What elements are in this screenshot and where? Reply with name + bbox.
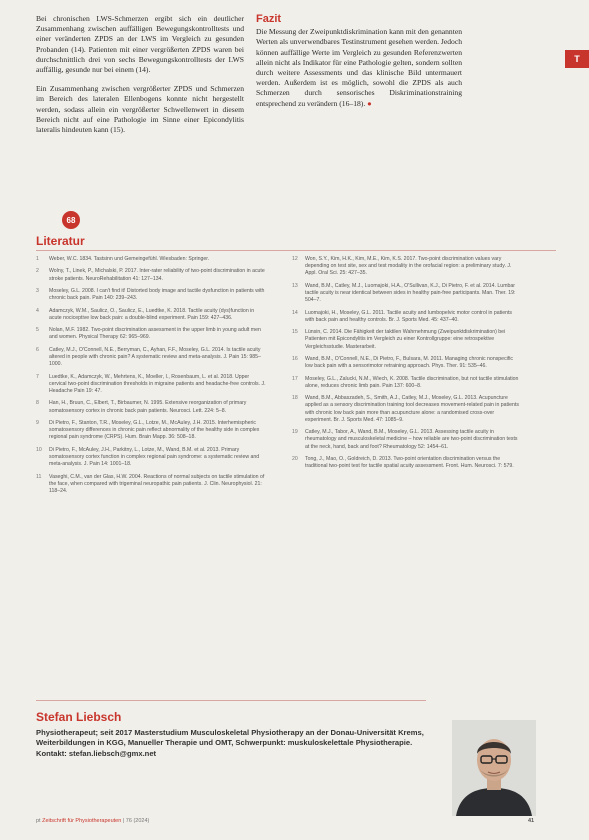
reference-item	[292, 356, 522, 370]
reference-item	[36, 308, 268, 322]
end-mark-icon: ●	[367, 98, 372, 108]
reference-number: 5	[36, 327, 39, 334]
body-paragraph: Ein Zusammenhang zwischen vergrößerter ZPDS und Schmerzen im Bereich des lateralen Ellenbogens konnte nicht hergestellt werden, sodass allein ein vergrößerter Schwellenwert in diesem Bereich nicht auf eine Pathologie im Sinne einer Epicondylitis lateralis hindeuten kann (15).	[36, 84, 244, 135]
literature-badge-icon: 68	[62, 211, 80, 229]
author-portrait-icon	[452, 720, 536, 816]
reference-number: 8	[36, 400, 39, 407]
reference-number: 18	[292, 395, 298, 402]
reference-number: 9	[36, 419, 39, 426]
reference-item	[36, 447, 268, 469]
reference-text: Luedtke, K., Adamczyk, W., Mehrtens, K., Moeller, I., Rosenbaum, L. et al. 2018. Upper cervical two-point discrimination thresholds in migraine patients and headache-free controls. J. Headache Pain 19: 47.	[49, 373, 266, 394]
reference-text: Di Pietro, F., McAuley, J.H., Parkitny, L., Lotze, M., Wand, B.M. et al. 2013. Primary somatosensory cortex function in complex regional pain syndrome: a systematic review and meta-analysis. J. Pain 14: 1001–18.	[49, 446, 260, 468]
reference-item	[36, 288, 268, 302]
section-tab: T	[565, 50, 589, 68]
reference-item	[292, 376, 522, 390]
reference-number: 14	[292, 309, 298, 316]
reference-text: Won, S.Y., Kim, H.K., Kim, M.E., Kim, K.S. 2017. Two-point discrimination values vary depending on test site, sex and test modality in the orofacial region: a preliminary study. J. Appl. Oral Sci. 25: 427–35.	[305, 256, 512, 277]
reference-item	[36, 327, 268, 341]
fazit-heading: Fazit	[256, 13, 282, 25]
reference-item	[292, 310, 522, 324]
reference-number: 17	[292, 375, 298, 382]
reference-number: 19	[292, 429, 298, 436]
reference-text: Wand, B.M., Abbaszadeh, S., Smith, A.J., Catley, M.J., Moseley, G.L. 2013. Acupuncture applied as a sensory discrimination training tool decreases movement-related pain in patients with chronic low back pain more than acupuncture alone: a randomised cross-over experiment. Br. J. Sports Med. 47: 1085–9.	[305, 395, 519, 423]
reference-number: 3	[36, 287, 39, 294]
divider	[36, 700, 426, 701]
footer-brand: Zeitschrift für Physiotherapeuten	[42, 818, 122, 824]
reference-list-right	[292, 256, 522, 476]
reference-number: 11	[36, 473, 42, 480]
page-number: 41	[528, 818, 535, 824]
reference-item	[292, 395, 522, 424]
footer-left	[36, 818, 149, 824]
reference-text: Moseley, G.L. 2008. I can't find it! Distorted body image and tactile dysfunction in patients with chronic back pain. Pain 140: 239–243.	[49, 287, 265, 302]
reference-text: Weber, W.C. 1834. Tastsinn und Gemeingefühl. Wiesbaden: Springer.	[49, 256, 210, 262]
reference-text: Catley, M.J., Tabor, A., Wand, B.M., Moseley, G.L. 2013. Assessing tactile acuity in rheumatology and musculoskeletal medicine – how reliable are two-point discrimination tests at the neck, hand, back and foot? Rheumatology 52: 1454–61.	[305, 429, 518, 450]
reference-item	[36, 268, 268, 282]
reference-text: Wand, B.M., Catley, M.J., Luomajoki, H.A., O'Sullivan, K.J., Di Pietro, F. et al. 2014. Lumbar tactile acuity is near identical between sides in healthy pain-free participants. Man. Ther. 19: 504–7.	[305, 282, 516, 304]
reference-number: 13	[292, 282, 298, 289]
reference-text: Luomajoki, H., Moseley, G.L. 2011. Tactile acuity and lumbopelvic motor control in patients with back pain and healthy controls. Br. J. Sports Med. 45: 437–40.	[305, 309, 513, 323]
reference-item	[36, 474, 268, 496]
reference-number: 1	[36, 256, 39, 262]
reference-text: Tong, J., Mao, O., Goldreich, D. 2013. Two-point orientation discrimination versus the traditional two-point test for tactile spatial acuity assessment. Front. Hum. Neurosci. 7: 579.	[305, 455, 514, 470]
reference-item	[292, 256, 522, 278]
reference-item	[292, 456, 522, 470]
reference-item	[292, 283, 522, 305]
footer-page-label: pt	[36, 818, 41, 824]
body-paragraph: Bei chronischen LWS-Schmerzen ergibt sich ein deutlicher Zusammenhang zwischen auffälligen Bewegungskontrolltests und einer veränderten ZPDS an der LWS im Vergleich zu gesunden Probanden (14). Patienten mit einer vergrößerten ZPDS waren bei durchschnittlich drei von sechs Bewegungskontrolltests der LWS auffällig, gesunde nur bei einem (14).	[36, 14, 244, 75]
reference-item	[36, 256, 268, 263]
reference-number: 15	[292, 329, 298, 336]
reference-number: 6	[36, 346, 39, 353]
reference-text: Vaseghi, C.M., van der Glas, H.W. 2004. Reactions of normal subjects on tactile stimulation of the face, when compared with trigeminal neuropathic pain patients. J. Clin. Neurophysiol. 21: 118–24.	[49, 473, 265, 494]
author-name: Stefan Liebsch	[36, 710, 122, 724]
reference-number: 12	[292, 256, 298, 262]
divider	[36, 250, 556, 251]
reference-item	[36, 420, 268, 442]
footer-issue: | 76 (2024)	[122, 818, 150, 824]
reference-list-left	[36, 256, 268, 500]
author-bio: Physiotherapeut; seit 2017 Masterstudium Musculoskeletal Physiotherapy an der Donau-Universität Krems, Weiterbildungen in KGG, Manueller Therapie und OMT, Schwerpunkt: muskuloskelettale Physiotherapie. Kontakt: stefan.liebsch@gmx.net	[36, 728, 424, 758]
body-column-left	[36, 14, 244, 144]
reference-item	[36, 374, 268, 396]
reference-text: Wand, B.M., O'Connell, N.E., Di Pietro, F., Bulsara, M. 2011. Managing chronic nonspecific low back pain with a sensorimotor retraining approach. Phys. Ther. 91: 535–46.	[305, 355, 514, 370]
literature-heading: Literatur	[36, 234, 85, 248]
reference-number: 7	[36, 373, 39, 380]
reference-number: 2	[36, 268, 39, 275]
reference-text: Catley, M.J., O'Connell, N.E., Berryman, C., Ayhan, F.F., Moseley, G.L. 2014. Is tactile acuity altered in people with chronic pain? A systematic review and meta-analysis. J. Pain 15: 985–1000.	[49, 346, 261, 368]
reference-number: 10	[36, 446, 42, 453]
reference-item	[292, 429, 522, 451]
fazit-text: Die Messung der Zweipunktdiskrimination kann mit den genannten Werten als unverwendbares Testinstrument gesehen werden. Jedoch können auffällige Werte im Vergleich zu gesunden Referenzwerten allein nicht als Indikator für eine Pathologie gelten, sondern sollten durch weitere Assessments und das klinische Bild untermauert werden. Außerdem ist es möglich, sowohl die ZPDS als auch Schmerzen durch sensorisches Diskriminationstraining entsprechend zu verändern (16–18).	[256, 27, 462, 108]
reference-text: Adamczyk, W.M., Saulicz, O., Saulicz, E., Luedtke, K. 2018. Tactile acuity (dys)function in acute nociceptive low back pain: a double-blind experiment. Pain 159: 427–436.	[49, 307, 255, 321]
reference-text: Di Pietro, F., Stanton, T.R., Moseley, G.L., Lotze, M., McAuley, J.H. 2015. Interhemispheric somatosensory differences in chronic pain reflect abnormality of the healthy side in complex regional pain syndrome (CRPS). Hum. Brain Mapp. 36: 508–18.	[49, 419, 260, 441]
fazit-section	[256, 14, 462, 118]
reference-text: Han, H., Bruun, C., Elbert, T., Birbaumer, N. 1995. Extensive reorganization of primary somatosensory cortex in chronic back pain patients. Neurosci. Lett. 224: 5–8.	[49, 400, 247, 414]
reference-number: 20	[292, 455, 298, 462]
reference-text: Wolny, T., Linek, P., Michalski, P. 2017. Inter-rater reliability of two-point discrimination in acute stroke patients. NeuroRehabilitation 41: 127–134.	[49, 268, 265, 282]
reference-number: 16	[292, 355, 298, 362]
reference-text: Lünsin, C. 2014. Die Fähigkeit der taktilen Wahrnehmung (Zweipunktdiskrimination) bei Patienten mit Epicondylitis im Vergleich zu einer Kontrollgruppe: eine retrospektive Vergleichsstudie. Masterarbeit.	[305, 329, 506, 350]
reference-item	[292, 329, 522, 351]
author-photo	[452, 720, 536, 816]
reference-text: Nolan, M.F. 1982. Two-point discrimination assessment in the upper limb in young adult men and women. Physical Therapy 62: 965–969.	[49, 327, 261, 341]
reference-number: 4	[36, 307, 39, 314]
fazit-paragraph	[256, 27, 462, 109]
reference-item	[36, 347, 268, 369]
reference-item	[36, 400, 268, 414]
reference-text: Moseley, G.L., Zalucki, N.M., Wiech, K. 2008. Tactile discrimination, but not tactile stimulation alone, reduces chronic limb pain. Pain 137: 600–8.	[305, 375, 519, 389]
